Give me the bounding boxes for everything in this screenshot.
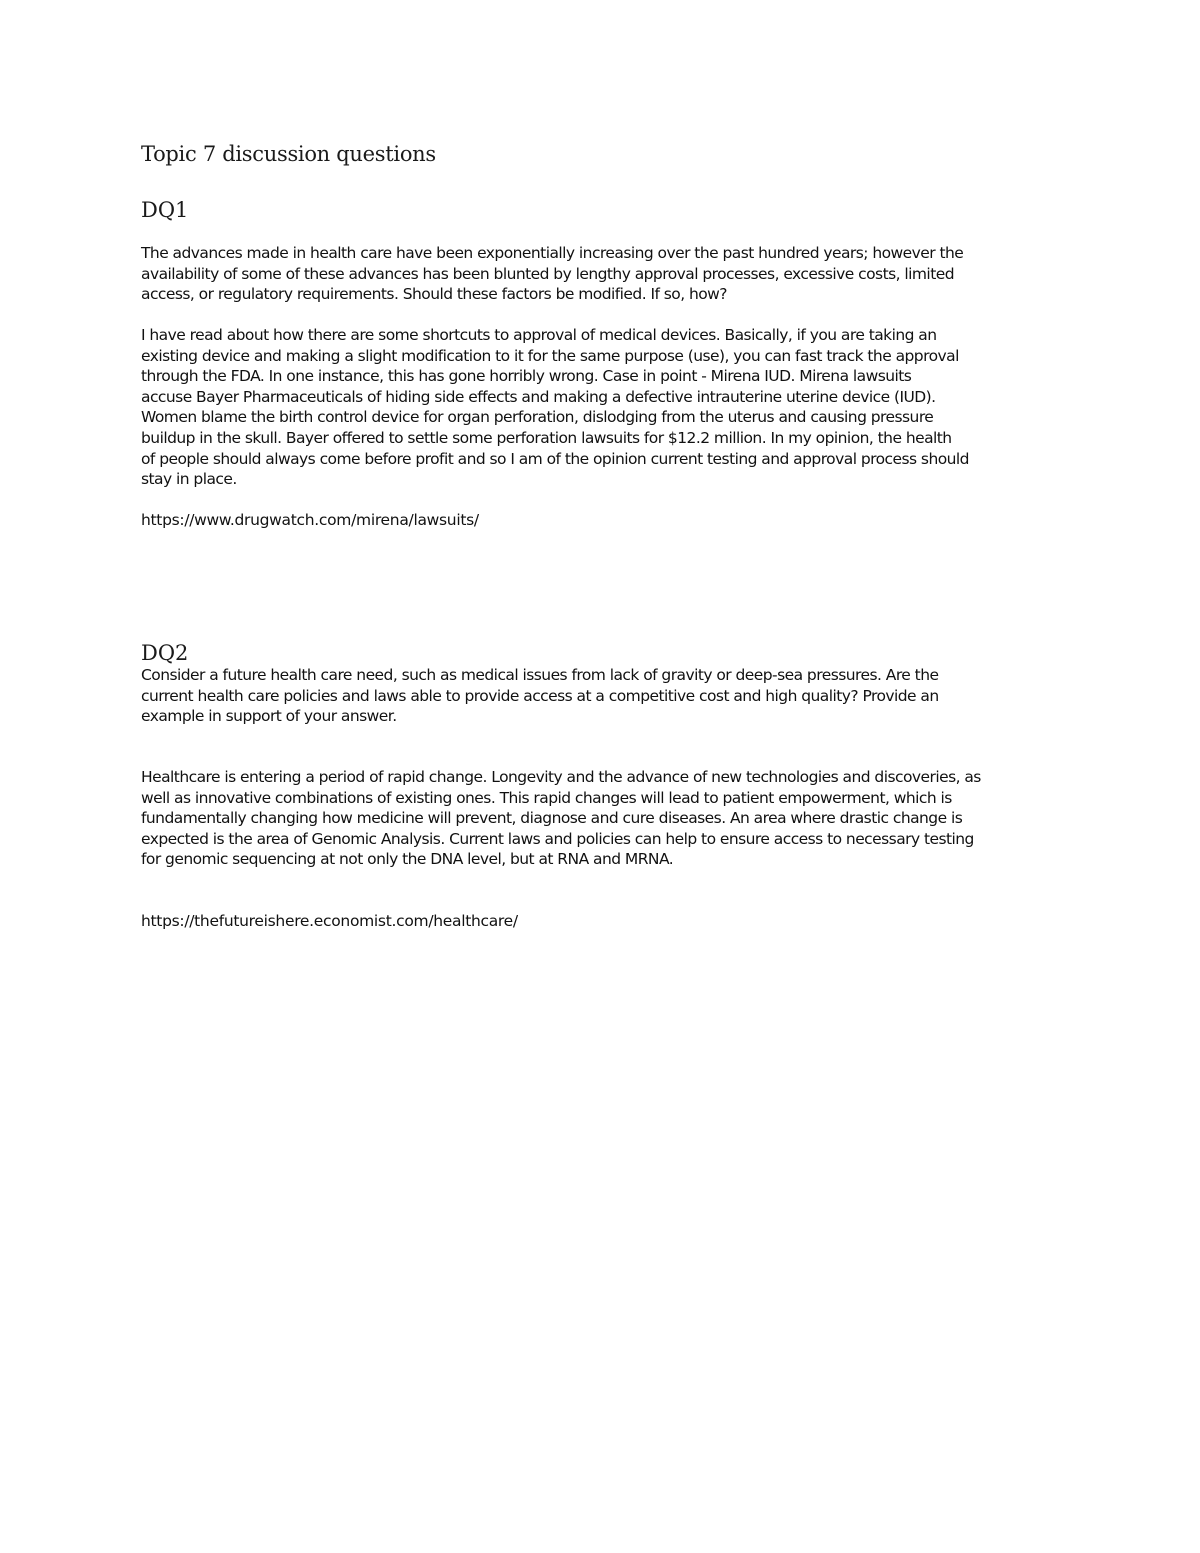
dq1-reference-link[interactable]: https://www.drugwatch.com/mirena/lawsuits/	[141, 511, 479, 529]
dq1-answer-line: existing device and making a slight modification to it for the same purpose (use), you can fast track the approval	[141, 346, 959, 365]
dq2-question-line: Consider a future health care need, such as medical issues from lack of gravity or deep-sea pressures. Are the	[141, 666, 939, 684]
dq1-answer-line: buildup in the skull. Bayer offered to settle some perforation lawsuits for $12.2 million. In my opinion, the health	[141, 428, 952, 447]
dq1-question-line: availability of some of these advances has been blunted by lengthy approval processes, excessive costs, limited	[141, 264, 954, 283]
dq2-answer-line: well as innovative combinations of existing ones. This rapid changes will lead to patient empowerment, which is	[141, 788, 952, 807]
dq1-question	[141, 243, 1071, 305]
dq2-answer	[141, 767, 1071, 870]
dq1-answer	[141, 325, 1071, 490]
dq2-question-line: example in support of your answer.	[141, 707, 397, 726]
dq2-reference-link[interactable]: https://thefutureishere.economist.com/healthcare/	[141, 912, 518, 930]
dq1-answer-line: stay in place.	[141, 470, 237, 489]
dq2-answer-line: Healthcare is entering a period of rapid change. Longevity and the advance of new technologies and discoveries, as	[141, 768, 981, 786]
dq1-answer-line: of people should always come before profit and so I am of the opinion current testing and approval process should	[141, 449, 969, 468]
dq2-heading: DQ2	[141, 641, 189, 665]
dq1-answer-line: I have read about how there are some shortcuts to approval of medical devices. Basically, if you are taking an	[141, 326, 937, 344]
dq2-answer-line: expected is the area of Genomic Analysis. Current laws and policies can help to ensure access to necessary testing	[141, 829, 974, 848]
dq1-answer-line: Women blame the birth control device for organ perforation, dislodging from the uterus and causing pressure	[141, 408, 934, 427]
dq1-answer-line: through the FDA. In one instance, this has gone horribly wrong. Case in point - Mirena IUD. Mirena lawsuits	[141, 367, 912, 386]
dq2-question	[141, 665, 1071, 727]
dq1-question-line: access, or regulatory requirements. Should these factors be modified. If so, how?	[141, 285, 727, 304]
dq2-answer-line: for genomic sequencing at not only the DNA level, but at RNA and MRNA.	[141, 850, 674, 869]
dq1-question-line: The advances made in health care have been exponentially increasing over the past hundred years; however the	[141, 244, 964, 262]
document-title: Topic 7 discussion questions	[141, 142, 436, 166]
dq2-answer-line: fundamentally changing how medicine will prevent, diagnose and cure diseases. An area where drastic change is	[141, 809, 963, 828]
dq2-question-line: current health care policies and laws able to provide access at a competitive cost and high quality? Provide an	[141, 686, 939, 705]
dq1-heading: DQ1	[141, 198, 189, 222]
dq1-answer-line: accuse Bayer Pharmaceuticals of hiding side effects and making a defective intrauterine uterine device (IUD).	[141, 387, 936, 406]
